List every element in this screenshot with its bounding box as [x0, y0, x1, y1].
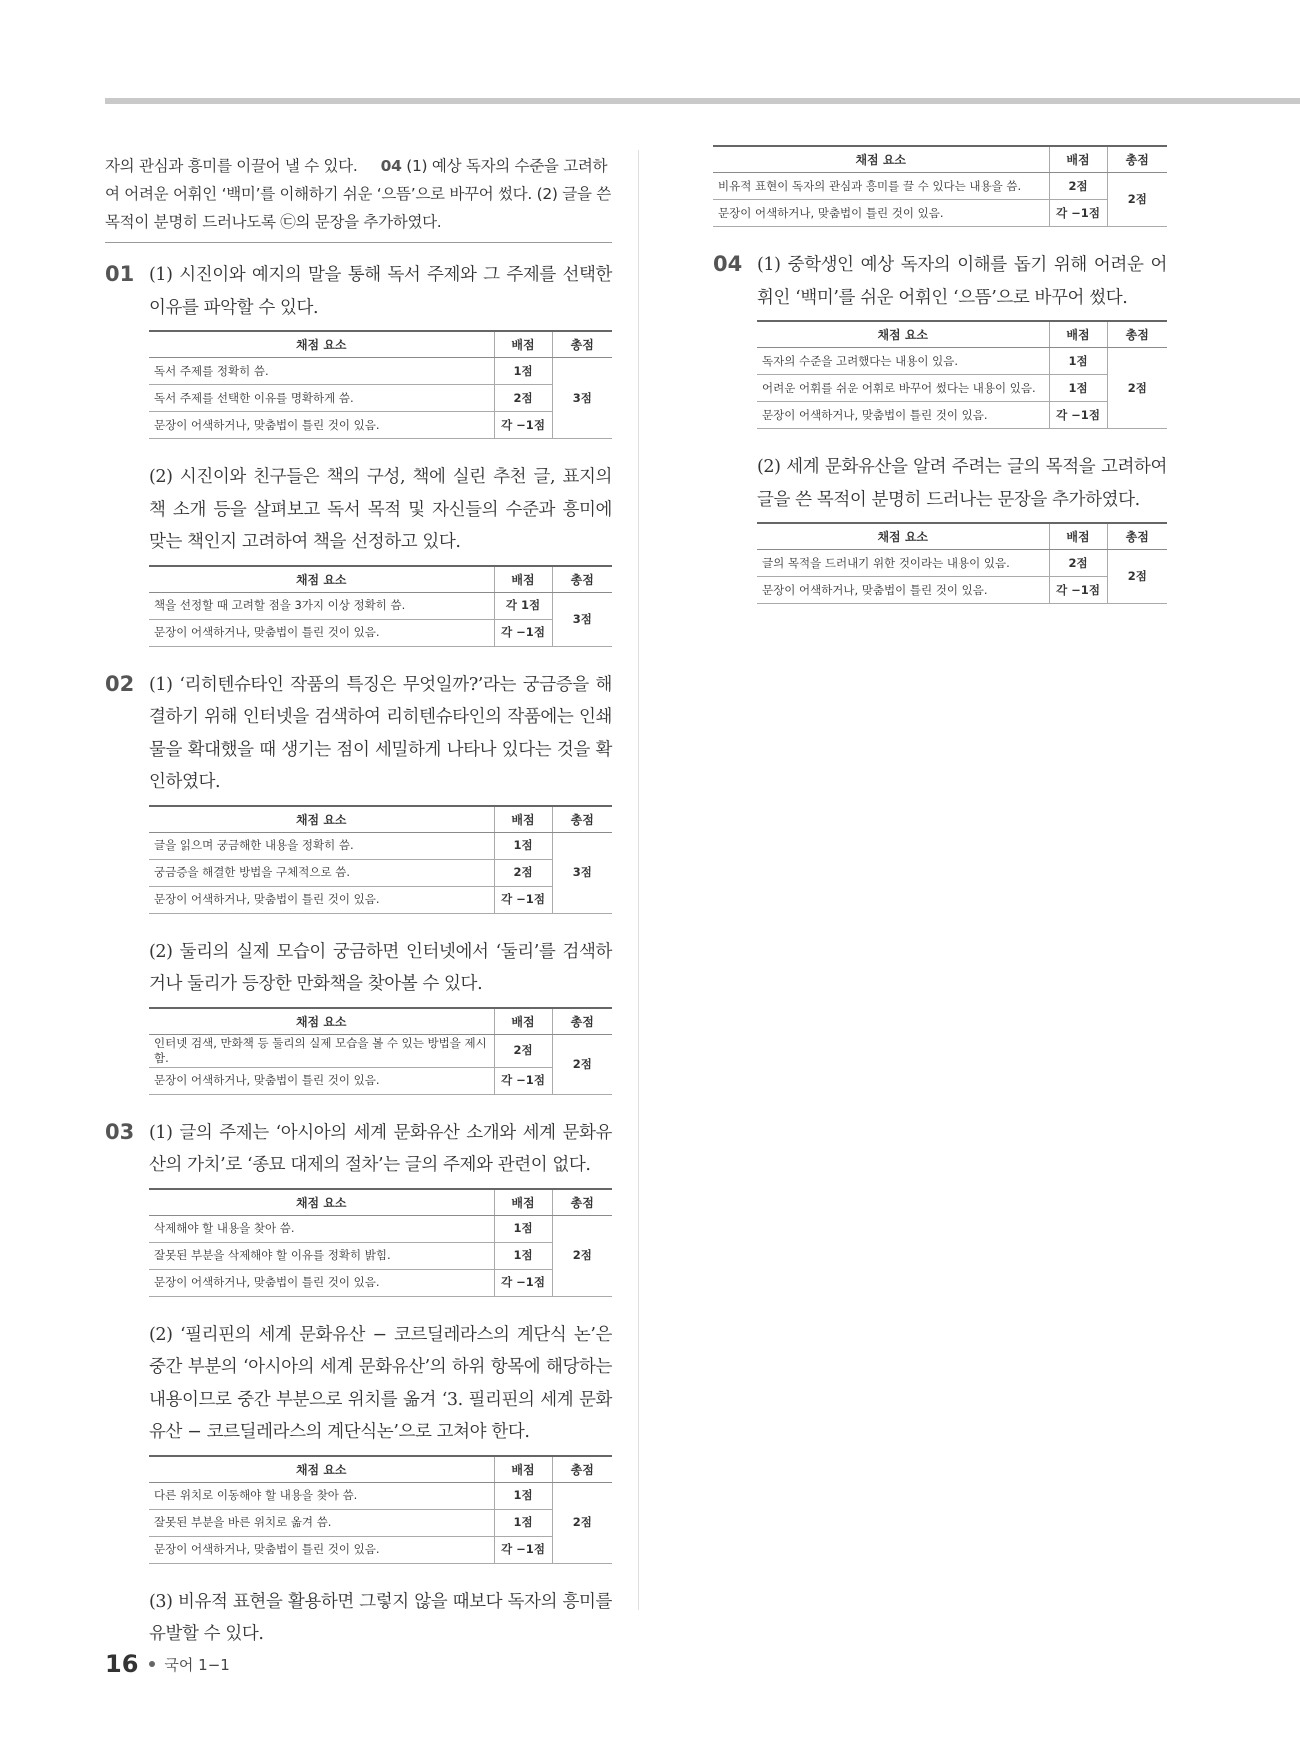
point-cell: 1점 — [494, 358, 552, 385]
answer-text: (3) 비유적 표현을 활용하면 그렇지 않을 때보다 독자의 흥미를 유발할 수 있다. — [149, 1591, 612, 1644]
header-point: 배점 — [1049, 523, 1107, 550]
header-point: 배점 — [494, 806, 552, 833]
question-02 — [105, 669, 612, 1117]
table-row — [713, 200, 1167, 227]
answer-text: (1) 중학생인 예상 독자의 이해를 돕기 위해 어려운 어휘인 ‘백미’를 쉬운 어휘인 ‘으뜸’으로 바꾸어 썼다. — [757, 255, 1167, 308]
point-cell: 2점 — [494, 859, 552, 886]
subject-label: 국어 1−1 — [164, 1655, 230, 1674]
table-row — [149, 385, 612, 412]
header-total: 총점 — [552, 1189, 612, 1216]
total-cell: 3점 — [552, 358, 612, 439]
header-item: 채점 요소 — [149, 806, 494, 833]
table-row — [149, 1215, 612, 1242]
answer-text: (2) 세계 문화유산을 알려 주려는 글의 목적을 고려하여 글을 쓴 목적이 분명히 드러나는 문장을 추가하였다. — [757, 457, 1167, 510]
question-number: 02 — [105, 671, 135, 696]
intro-line-1: 자의 관심과 흥미를 이끌어 낼 수 있다. — [105, 157, 358, 175]
intro-paragraph — [105, 152, 612, 243]
header-total: 총점 — [1107, 523, 1167, 550]
header-item: 채점 요소 — [149, 1456, 494, 1483]
total-cell: 2점 — [1107, 173, 1167, 227]
scoring-table — [757, 522, 1167, 604]
point-cell: 각 1점 — [494, 592, 552, 619]
answer-text: (1) 시진이와 예지의 말을 통해 독서 주제와 그 주제를 선택한 이유를 파악할 수 있다. — [149, 265, 612, 318]
answer-text: (1) 글의 주제는 ‘아시아의 세계 문화유산 소개와 세계 문화유산의 가치’로 ‘종묘 대제의 절차’는 글의 주제와 관련이 없다. — [149, 1122, 612, 1175]
point-cell: 1점 — [494, 1482, 552, 1509]
criteria-cell: 어려운 어휘를 쉬운 어휘로 바꾸어 썼다는 내용이 있음. — [757, 375, 1049, 402]
table-row — [149, 619, 612, 646]
answer-text: (2) 둘리의 실제 모습이 궁금하면 인터넷에서 ‘둘리’를 검색하거나 둘리가 등장한 만화책을 찾아볼 수 있다. — [149, 941, 612, 994]
table-row — [149, 592, 612, 619]
question-01 — [105, 259, 612, 669]
right-top-table-wrap — [713, 145, 1167, 227]
header-item: 채점 요소 — [713, 146, 1049, 173]
header-item: 채점 요소 — [149, 331, 494, 358]
page-footer — [105, 1650, 230, 1678]
table-row — [149, 1269, 612, 1296]
point-cell: 각 −1점 — [1049, 577, 1107, 604]
point-cell: 각 −1점 — [494, 1536, 552, 1563]
point-cell: 각 −1점 — [494, 886, 552, 913]
table-row — [149, 358, 612, 385]
criteria-cell: 잘못된 부분을 삭제해야 할 이유를 정확히 밝힘. — [149, 1242, 494, 1269]
table-row — [149, 859, 612, 886]
page-number: 16 — [105, 1650, 139, 1678]
question-body — [757, 249, 1167, 626]
point-cell: 1점 — [1049, 375, 1107, 402]
scoring-table — [149, 330, 612, 439]
criteria-cell: 비유적 표현이 독자의 관심과 흥미를 끌 수 있다는 내용을 씀. — [713, 173, 1049, 200]
criteria-cell: 인터넷 검색, 만화책 등 둘리의 실제 모습을 볼 수 있는 방법을 제시함. — [149, 1034, 494, 1067]
header-point: 배점 — [494, 331, 552, 358]
header-point: 배점 — [494, 1008, 552, 1035]
question-number: 01 — [105, 262, 135, 286]
question-body — [149, 259, 612, 669]
criteria-cell: 문장이 어색하거나, 맞춤법이 틀린 것이 있음. — [149, 619, 494, 646]
point-cell: 2점 — [1049, 550, 1107, 577]
table-row — [149, 1482, 612, 1509]
total-cell: 3점 — [552, 832, 612, 913]
table-row — [149, 1536, 612, 1563]
point-cell: 2점 — [1049, 173, 1107, 200]
criteria-cell: 문장이 어색하거나, 맞춤법이 틀린 것이 있음. — [757, 577, 1049, 604]
header-total: 총점 — [552, 806, 612, 833]
table-row — [149, 1242, 612, 1269]
point-cell: 각 −1점 — [494, 412, 552, 439]
point-cell: 1점 — [494, 832, 552, 859]
criteria-cell: 궁금증을 해결한 방법을 구체적으로 씀. — [149, 859, 494, 886]
question-04 — [713, 249, 1167, 626]
total-cell: 2점 — [552, 1482, 612, 1563]
scoring-table — [149, 805, 612, 914]
question-body — [149, 1117, 612, 1657]
answer-text: (2) ‘필리핀의 세계 문화유산 − 코르딜레라스의 계단식 논’은 중간 부분의 ‘아시아의 세계 문화유산’의 하위 항목에 해당하는 내용이므로 중간 부분으로 위치를 옮겨 ‘3. 필리핀의 세계 문화유산 − 코르딜레라스의 계단식논’으로 고쳐야 한다. — [149, 1324, 612, 1442]
table-row — [757, 577, 1167, 604]
table-row — [757, 402, 1167, 429]
table-row — [757, 550, 1167, 577]
point-cell: 각 −1점 — [494, 619, 552, 646]
table-row — [149, 1509, 612, 1536]
header-item: 채점 요소 — [149, 566, 494, 593]
criteria-cell: 삭제해야 할 내용을 찾아 씀. — [149, 1215, 494, 1242]
table-row — [149, 412, 612, 439]
criteria-cell: 문장이 어색하거나, 맞춤법이 틀린 것이 있음. — [149, 886, 494, 913]
criteria-cell: 문장이 어색하거나, 맞춤법이 틀린 것이 있음. — [713, 200, 1049, 227]
criteria-cell: 문장이 어색하거나, 맞춤법이 틀린 것이 있음. — [757, 402, 1049, 429]
total-cell: 2점 — [552, 1215, 612, 1296]
answer-text: (2) 시진이와 친구들은 책의 구성, 책에 실린 추천 글, 표지의 책 소개 등을 살펴보고 독서 목적 및 자신들의 수준과 흥미에 맞는 책인지 고려하여 책을 선정하고 있다. — [149, 467, 612, 552]
header-total: 총점 — [552, 1456, 612, 1483]
intro-number: 04 — [380, 157, 402, 175]
header-point: 배점 — [1049, 146, 1107, 173]
criteria-cell: 책을 선정할 때 고려할 점을 3가지 이상 정확히 씀. — [149, 592, 494, 619]
header-item: 채점 요소 — [757, 523, 1049, 550]
point-cell: 1점 — [494, 1215, 552, 1242]
question-03 — [105, 1117, 612, 1657]
table-row — [149, 1067, 612, 1094]
table-row — [757, 375, 1167, 402]
intro-line-3: 목적이 분명히 드러나도록 ㉢의 문장을 추가하였다. — [105, 213, 442, 231]
left-column — [105, 152, 612, 1657]
table-row — [713, 173, 1167, 200]
point-cell: 1점 — [494, 1242, 552, 1269]
criteria-cell: 독서 주제를 정확히 씀. — [149, 358, 494, 385]
header-item: 채점 요소 — [149, 1189, 494, 1216]
question-number: 03 — [105, 1119, 135, 1144]
header-point: 배점 — [1049, 321, 1107, 348]
right-questions — [713, 249, 1167, 626]
point-cell: 각 −1점 — [1049, 200, 1107, 227]
total-cell: 2점 — [1107, 348, 1167, 429]
right-column — [713, 152, 1167, 626]
header-total: 총점 — [552, 1008, 612, 1035]
point-cell: 각 −1점 — [494, 1067, 552, 1094]
table-row — [149, 886, 612, 913]
header-item: 채점 요소 — [149, 1008, 494, 1035]
criteria-cell: 글을 읽으며 궁금해한 내용을 정확히 씀. — [149, 832, 494, 859]
header-point: 배점 — [494, 566, 552, 593]
answer-text: (1) ‘리히텐슈타인 작품의 특징은 무엇일까?’라는 궁금증을 해결하기 위해 인터넷을 검색하여 리히텐슈타인의 작품에는 인쇄물을 확대했을 때 생기는 점이 세밀하게 나타나 있다는 것을 확인하였다. — [149, 674, 612, 792]
left-questions — [105, 259, 612, 1657]
point-cell: 각 −1점 — [494, 1269, 552, 1296]
scoring-table — [757, 320, 1167, 429]
criteria-cell: 문장이 어색하거나, 맞춤법이 틀린 것이 있음. — [149, 412, 494, 439]
scoring-table — [149, 565, 612, 647]
point-cell: 2점 — [494, 1034, 552, 1067]
total-cell: 2점 — [552, 1034, 612, 1094]
point-cell: 1점 — [1049, 348, 1107, 375]
criteria-cell: 문장이 어색하거나, 맞춤법이 틀린 것이 있음. — [149, 1536, 494, 1563]
scoring-table — [149, 1188, 612, 1297]
criteria-cell: 독서 주제를 선택한 이유를 명확하게 씀. — [149, 385, 494, 412]
criteria-cell: 문장이 어색하거나, 맞춤법이 틀린 것이 있음. — [149, 1067, 494, 1094]
table-row — [149, 832, 612, 859]
top-rule — [105, 98, 1300, 104]
intro-line-2: 여 어려운 어휘인 ‘백미’를 이해하기 쉬운 ‘으뜸’으로 바꾸어 썼다. (2) 글을 쓴 — [105, 185, 611, 203]
header-total: 총점 — [552, 566, 612, 593]
header-total: 총점 — [552, 331, 612, 358]
question-body — [149, 669, 612, 1117]
table-row — [149, 1034, 612, 1067]
total-cell: 3점 — [552, 592, 612, 646]
header-item: 채점 요소 — [757, 321, 1049, 348]
header-point: 배점 — [494, 1189, 552, 1216]
point-cell: 1점 — [494, 1509, 552, 1536]
column-divider — [638, 150, 639, 1610]
scoring-table — [713, 145, 1167, 227]
total-cell: 2점 — [1107, 550, 1167, 604]
point-cell: 2점 — [494, 385, 552, 412]
criteria-cell: 잘못된 부분을 바른 위치로 옮겨 씀. — [149, 1509, 494, 1536]
point-cell: 각 −1점 — [1049, 402, 1107, 429]
question-number: 04 — [713, 252, 743, 276]
criteria-cell: 글의 목적을 드러내기 위한 것이라는 내용이 있음. — [757, 550, 1049, 577]
header-total: 총점 — [1107, 321, 1167, 348]
scoring-table — [149, 1007, 612, 1095]
intro-line-1b: (1) 예상 독자의 수준을 고려하 — [401, 157, 608, 175]
header-point: 배점 — [494, 1456, 552, 1483]
table-row — [757, 348, 1167, 375]
criteria-cell: 다른 위치로 이동해야 할 내용을 찾아 씀. — [149, 1482, 494, 1509]
scoring-table — [149, 1455, 612, 1564]
criteria-cell: 독자의 수준을 고려했다는 내용이 있음. — [757, 348, 1049, 375]
criteria-cell: 문장이 어색하거나, 맞춤법이 틀린 것이 있음. — [149, 1269, 494, 1296]
header-total: 총점 — [1107, 146, 1167, 173]
bullet-dot — [149, 1661, 155, 1667]
